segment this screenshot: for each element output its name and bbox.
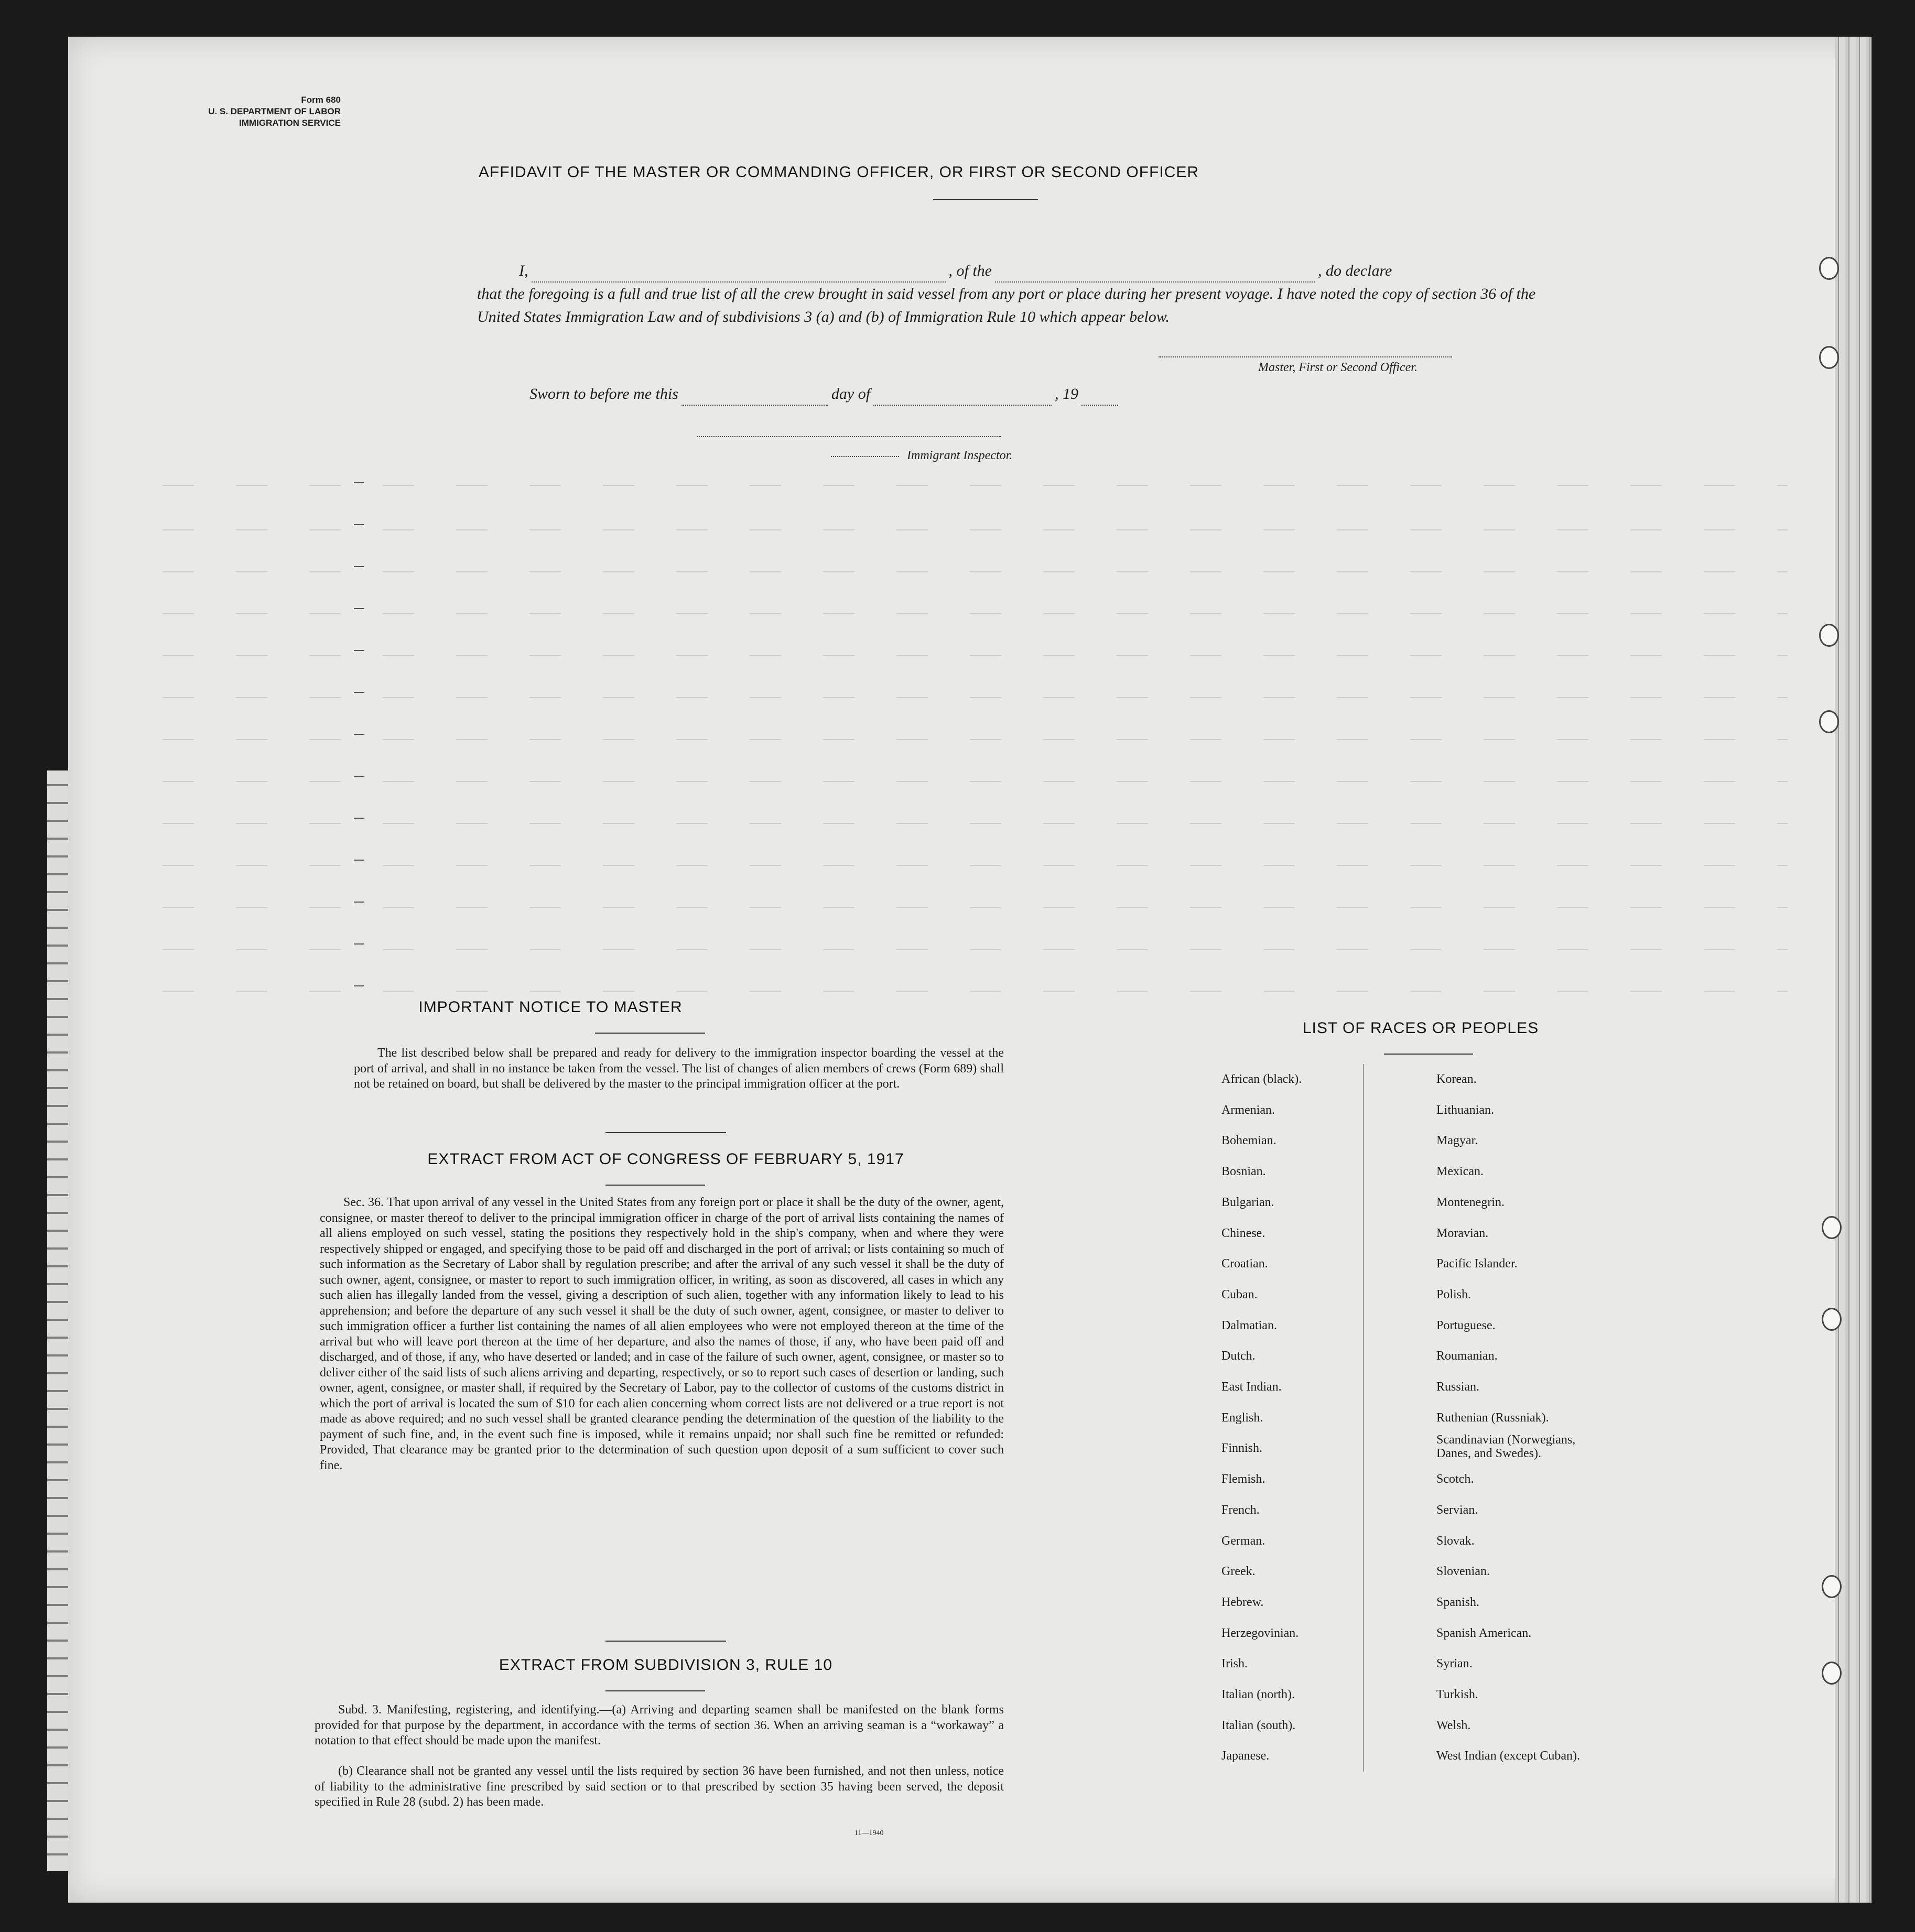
notice-bottom-rule xyxy=(605,1132,726,1133)
race-item: Pacific Islander. xyxy=(1436,1257,1518,1271)
race-item: Flemish. xyxy=(1221,1472,1265,1486)
affidavit-body xyxy=(477,259,1567,329)
race-item: Spanish. xyxy=(1436,1595,1480,1609)
race-item: Moravian. xyxy=(1436,1226,1489,1240)
race-item: Korean. xyxy=(1436,1072,1477,1086)
row-tick xyxy=(354,943,364,945)
bleed-through-row xyxy=(163,655,1788,656)
document-page xyxy=(68,37,1871,1903)
race-item: Syrian. xyxy=(1436,1657,1473,1671)
row-tick xyxy=(354,734,364,735)
race-item: Spanish American. xyxy=(1436,1626,1532,1640)
row-tick xyxy=(354,482,364,483)
race-item: West Indian (except Cuban). xyxy=(1436,1749,1580,1763)
rule-text-a: Subd. 3. Manifesting, registering, and identifying.—(a) Arriving and departing seamen shall be manifested on the blank forms provided for that purpose by the department, in accordance with the terms of section 36. When an arriving seaman is a “workaway” a notation to that effect should be made upon the manifest. xyxy=(315,1703,1004,1748)
race-item: Welsh. xyxy=(1436,1718,1471,1732)
sworn-day-label: day of xyxy=(831,385,871,403)
rule-title: EXTRACT FROM SUBDIVISION 3, RULE 10 xyxy=(499,1656,833,1674)
affidavit-text: that the foregoing is a full and true list of all the crew brought in said vessel from any port or place during her present voyage. I have noted the copy of section 36 of the United States Immigration Law and of subdivisions 3 (a) and (b) of Immigration Rule 10 which appear below. xyxy=(477,285,1536,325)
race-item: Greek. xyxy=(1221,1565,1256,1579)
title-rule xyxy=(933,199,1038,200)
row-tick xyxy=(354,818,364,819)
binder-hole xyxy=(1822,1308,1842,1331)
race-item: German. xyxy=(1221,1534,1265,1548)
bleed-through-row xyxy=(163,485,1788,486)
race-item: Montenegrin. xyxy=(1436,1195,1505,1209)
race-item: Lithuanian. xyxy=(1436,1103,1494,1117)
race-item: Dalmatian. xyxy=(1221,1318,1277,1332)
race-item: Dutch. xyxy=(1221,1349,1256,1363)
sworn-year-field[interactable] xyxy=(1081,405,1118,406)
race-item: East Indian. xyxy=(1221,1380,1282,1394)
notice-rule xyxy=(595,1033,705,1034)
bleed-through-row xyxy=(163,865,1788,866)
binder-hole xyxy=(1822,1662,1842,1685)
race-item: Scandinavian (Norwegians, Danes, and Swedes). xyxy=(1436,1433,1576,1461)
declarant-line xyxy=(477,259,1567,283)
row-tick xyxy=(354,776,364,777)
sworn-day-field[interactable] xyxy=(681,405,828,406)
race-item: Bohemian. xyxy=(1221,1134,1276,1148)
declare-suffix: , do declare xyxy=(1318,262,1392,279)
bleed-through-row xyxy=(163,697,1788,698)
row-tick xyxy=(354,608,364,609)
race-item: Roumanian. xyxy=(1436,1349,1498,1363)
race-item: Armenian. xyxy=(1221,1103,1275,1117)
binder-hole xyxy=(1822,1575,1842,1598)
bleed-through-row xyxy=(163,529,1788,530)
bleed-through-row xyxy=(163,991,1788,992)
rule-rule xyxy=(605,1690,705,1691)
row-tick xyxy=(354,860,364,861)
race-item: Cuban. xyxy=(1221,1287,1258,1301)
race-item: French. xyxy=(1221,1503,1260,1517)
race-item: Slovak. xyxy=(1436,1534,1475,1548)
race-item: Turkish. xyxy=(1436,1688,1478,1702)
sworn-year-label: , 19 xyxy=(1055,385,1079,403)
binder-hole xyxy=(1819,346,1839,369)
rule-text-b: (b) Clearance shall not be granted any vessel until the lists required by section 36 have been furnished, and not then unless, notice of liability to the administrative fine prescribed by said section or to that prescribed by section 35 having been served, the deposit specified in Rule 28 (subd. 2) has been made. xyxy=(315,1764,1004,1809)
service-name: IMMIGRATION SERVICE xyxy=(239,118,341,128)
race-item: Italian (north). xyxy=(1221,1688,1295,1702)
form-print-code: 11—1940 xyxy=(854,1829,884,1837)
declarant-prefix: I, xyxy=(519,262,528,279)
binding-edge xyxy=(47,770,68,1871)
race-item: Finnish. xyxy=(1221,1441,1263,1456)
row-tick xyxy=(354,650,364,651)
race-item: Irish. xyxy=(1221,1657,1248,1671)
race-item: Polish. xyxy=(1436,1287,1472,1301)
bleed-through-row xyxy=(163,949,1788,950)
page-edge-stack xyxy=(1835,37,1871,1903)
form-stamp xyxy=(94,94,341,129)
row-tick xyxy=(354,985,364,986)
notice-text: The list described below shall be prepared and ready for delivery to the immigration inspector boarding the vessel at the port of arrival, and shall in no instance be taken from the vessel. The list of changes of alien members of crews (Form 689) shall not be retained on board, but shall be delivered by the master to the principal immigration officer at the port. xyxy=(354,1046,1004,1091)
races-left-column xyxy=(1221,1064,1405,1772)
race-item: Italian (south). xyxy=(1221,1718,1296,1732)
officer-signature-caption: Master, First or Second Officer. xyxy=(1258,361,1418,374)
race-item: Ruthenian (Russniak). xyxy=(1436,1410,1549,1425)
binder-hole xyxy=(1819,624,1839,647)
binder-hole xyxy=(1819,710,1839,733)
race-item: Russian. xyxy=(1436,1380,1480,1394)
race-item: Chinese. xyxy=(1221,1226,1265,1240)
race-item: English. xyxy=(1221,1410,1263,1425)
department-name: U. S. DEPARTMENT OF LABOR xyxy=(208,106,341,116)
sworn-prefix: Sworn to before me this xyxy=(529,385,678,403)
race-item: Bulgarian. xyxy=(1221,1195,1274,1209)
act-title: EXTRACT FROM ACT OF CONGRESS OF FEBRUARY 5, 1917 xyxy=(427,1150,904,1168)
form-number: Form 680 xyxy=(301,95,341,105)
races-divider xyxy=(1363,1064,1364,1772)
row-tick xyxy=(354,902,364,903)
sworn-line xyxy=(529,383,1263,406)
races-right-column xyxy=(1436,1064,1672,1772)
bleed-through-row xyxy=(163,571,1788,572)
race-item: Japanese. xyxy=(1221,1749,1270,1763)
race-item: Hebrew. xyxy=(1221,1595,1264,1609)
race-item: Bosnian. xyxy=(1221,1165,1266,1179)
notice-title: IMPORTANT NOTICE TO MASTER xyxy=(418,998,683,1016)
officer-signature-field[interactable] xyxy=(1159,356,1452,357)
inspector-caption: Immigrant Inspector. xyxy=(907,449,1013,462)
races-rule xyxy=(1384,1054,1473,1055)
race-item: Mexican. xyxy=(1436,1165,1484,1179)
vessel-prefix: , of the xyxy=(948,262,992,279)
bleed-through-row xyxy=(163,613,1788,614)
bleed-through-row xyxy=(163,781,1788,782)
race-item: Croatian. xyxy=(1221,1257,1268,1271)
race-item: Portuguese. xyxy=(1436,1318,1496,1332)
bleed-through-row xyxy=(163,823,1788,824)
race-item: Slovenian. xyxy=(1436,1565,1490,1579)
act-bottom-rule xyxy=(605,1641,726,1642)
act-text: Sec. 36. That upon arrival of any vessel in the United States from any foreign port or place it shall be the duty of the owner, agent, consignee, or master thereof to deliver to the principal immigration officer in charge of the port of arrival lists containing the names of all aliens employed on such vessel, stating the positions they respectively hold in the ship's company, when and where they were respectively shipped or engaged, and specifying those to be paid off and discharged in the port of arrival; or lists containing so much of such information as the Secretary of Labor shall by regulation prescribe; and after the arrival of any such vessel it shall be the duty of such owner, agent, consignee, or master to report to such immigration officer, in writing, as soon as discovered, all cases in which any such alien has illegally landed from the vessel, giving a description of such alien, together with any information likely to lead to his apprehension; and before the departure of any such vessel it shall be the duty of such owner, agent, consignee, or master to deliver to such immigration officer a further list containing the names of all alien employees who were not employed thereon at the time of the arrival but who will leave port thereon at the time of her departure, and also the names of those, if any, who have been paid off and discharged, and of those, if any, who have deserted or landed; and in case of the failure of such owner, agent, consignee, or master so to deliver either of the said lists of such aliens arriving and departing, respectively, or so to report such cases of desertion or landing, such owner, agent, consignee, or master shall, if required by the Secretary of Labor, pay to the collector of customs of the customs district in which the port of arrival is located the sum of $10 for each alien concerning whom correct lists are not delivered or a true report is not made as above required; and no such vessel shall be granted clearance pending the determination of the question of the liability to the payment of such fine, and, in the event such fine is imposed, while it remains unpaid; nor shall such fine be remitted or refunded: Provided, That clearance may be granted prior to the determination of such question upon deposit of a sum sufficient to cover such fine. xyxy=(320,1196,1004,1472)
race-item: Magyar. xyxy=(1436,1134,1478,1148)
bleed-through-row xyxy=(163,739,1788,740)
row-tick xyxy=(354,692,364,693)
inspector-signature-field[interactable] xyxy=(697,436,1001,437)
race-item: Herzegovinian. xyxy=(1221,1626,1299,1640)
act-rule xyxy=(605,1185,705,1186)
binder-hole xyxy=(1819,257,1839,280)
race-item: Servian. xyxy=(1436,1503,1478,1517)
race-item: Scotch. xyxy=(1436,1472,1474,1486)
row-tick xyxy=(354,566,364,567)
races-title: LIST OF RACES OR PEOPLES xyxy=(1302,1019,1539,1037)
inspector-dots xyxy=(831,456,899,457)
bleed-through-row xyxy=(163,907,1788,908)
binder-hole xyxy=(1822,1216,1842,1239)
race-item: African (black). xyxy=(1221,1072,1302,1086)
sworn-month-field[interactable] xyxy=(873,405,1052,406)
row-tick xyxy=(354,524,364,525)
affidavit-title: AFFIDAVIT OF THE MASTER OR COMMANDING OFFICER, OR FIRST OR SECOND OFFICER xyxy=(478,164,1199,181)
